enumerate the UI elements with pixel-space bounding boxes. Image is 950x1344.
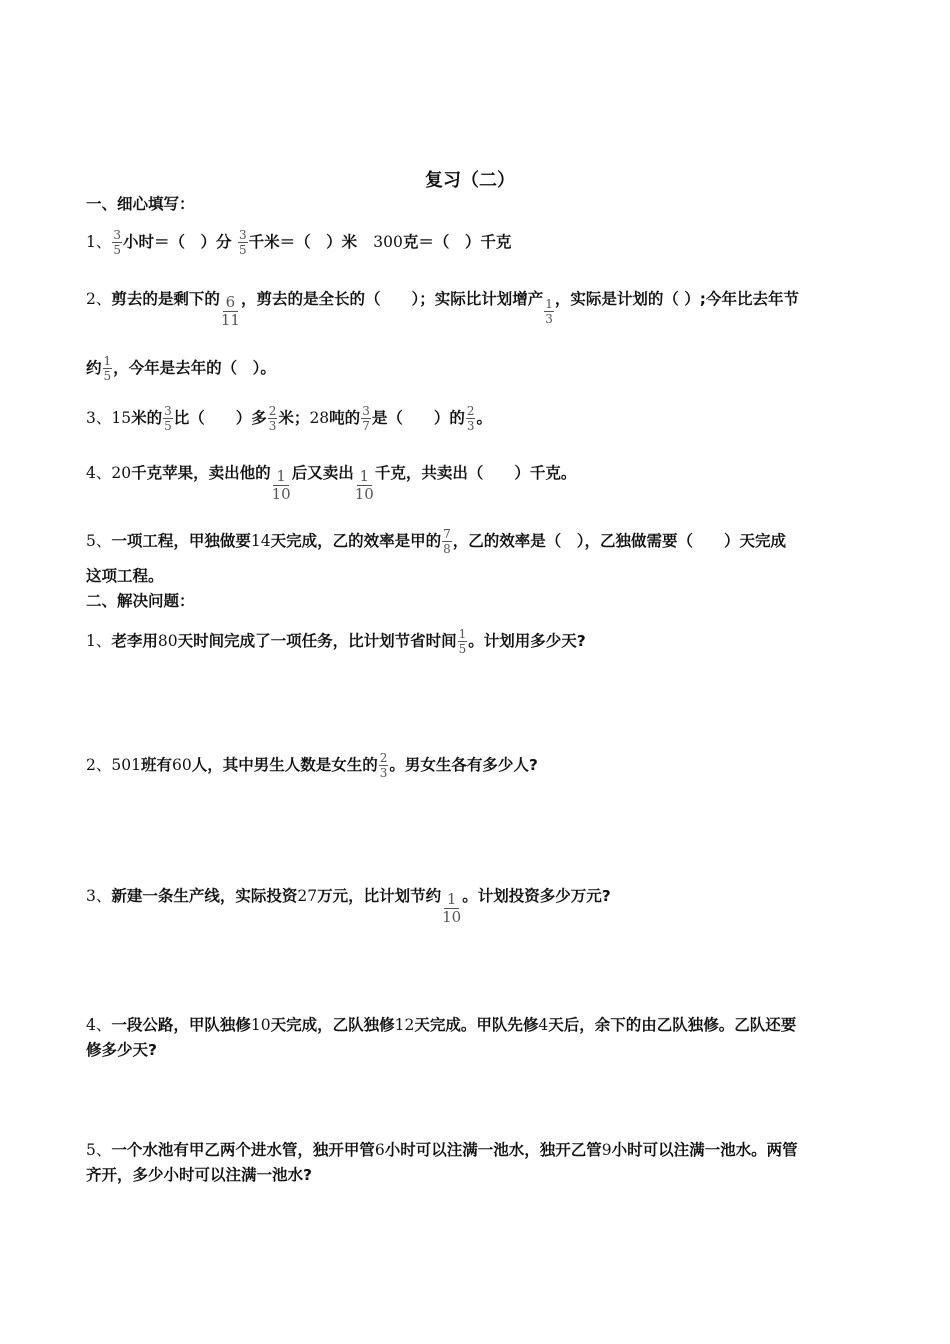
question-number: 1、	[86, 632, 112, 650]
question-text: 千米＝（ ）米	[248, 233, 358, 251]
problem-1	[86, 627, 586, 656]
question-text: 约	[86, 359, 102, 377]
number: 9	[601, 1141, 612, 1159]
problem-5	[86, 1140, 798, 1160]
question-text: 。计划投资多少万元?	[462, 887, 611, 905]
fraction: $\frac{3}{5}$	[113, 228, 122, 257]
question-text: 吨的	[329, 409, 361, 427]
number: 28	[309, 409, 330, 427]
question-text: 天完成，乙队独修	[270, 1016, 395, 1034]
number: 6	[374, 1141, 385, 1159]
question-text: 米的	[131, 409, 163, 427]
fraction: $\frac{7}{8}$	[443, 527, 451, 556]
problem-4-continued	[86, 1040, 157, 1060]
fraction: $\frac{2}{3}$	[268, 404, 277, 433]
question-text: 人，其中男生人数是女生的	[191, 756, 378, 774]
problem-4	[86, 1015, 796, 1035]
number: 501	[111, 756, 141, 774]
question-text: 比（ ）多	[173, 409, 267, 427]
question-text: ，剪去的是全长的（ ）；实际比计划增产	[240, 290, 544, 308]
question-text: 是（ ）的	[371, 409, 465, 427]
question-text: 小时可以注满一池水。两管	[611, 1141, 798, 1159]
question-5-continued	[86, 566, 164, 586]
question-text: 小时＝（ ）分	[123, 233, 232, 251]
question-text: 天完成，乙的效率是甲的	[270, 532, 442, 550]
question-text: 老李用	[111, 632, 158, 650]
question-text: 。	[476, 409, 492, 427]
question-number: 5、	[86, 1141, 112, 1159]
fraction: $\frac{1}{10}$	[354, 467, 374, 503]
question-text: 齐开，多少小时可以注满一池水?	[86, 1166, 312, 1184]
question-number: 3、	[86, 409, 112, 427]
fraction: $\frac{1}{10}$	[271, 467, 291, 503]
question-number: 4、	[86, 1016, 112, 1034]
question-2	[86, 282, 799, 329]
question-number: 4、	[86, 464, 112, 482]
problem-2	[86, 751, 538, 780]
question-text: 克＝（ ）千克	[402, 233, 512, 251]
number: 20	[111, 464, 132, 482]
question-text: 。计划用多少天?	[468, 632, 586, 650]
fraction: $\frac{1}{3}$	[545, 297, 553, 326]
question-text: 新建一条生产线，实际投资	[111, 887, 298, 905]
question-text: 千克苹果，卖出他的	[131, 464, 271, 482]
section-fill-in-heading: 一、细心填写：	[86, 195, 195, 213]
question-text: 后又卖出	[291, 464, 354, 482]
question-number: 3、	[86, 887, 112, 905]
fraction: $\frac{1}{10}$	[442, 890, 462, 926]
question-text: ，实际是计划的（ ）;今年比去年节	[554, 290, 799, 308]
fraction: $\frac{3}{5}$	[164, 404, 172, 433]
question-text: 小时可以注满一池水，独开乙管	[384, 1141, 602, 1159]
question-text: 米；	[278, 409, 310, 427]
question-text: 班有	[140, 756, 172, 774]
question-number: 1、	[86, 233, 112, 251]
problem-3	[86, 879, 611, 926]
question-text: 千克，共卖出（ ）千克。	[374, 464, 577, 482]
question-number: 5、	[86, 532, 112, 550]
question-text: 。男女生各有多少人?	[389, 756, 538, 774]
problem-5-continued	[86, 1165, 312, 1185]
question-text: 一个水池有甲乙两个进水管，独开甲管	[111, 1141, 375, 1159]
fraction: $\frac{6}{11}$	[220, 293, 240, 329]
fraction: $\frac{2}{3}$	[466, 404, 475, 433]
question-text: 一项工程，甲独做要	[111, 532, 251, 550]
question-3	[86, 404, 492, 433]
question-number: 2、	[86, 290, 112, 308]
fraction: $\frac{1}{5}$	[458, 627, 467, 656]
question-number: 2、	[86, 756, 112, 774]
question-text: ，今年是去年的（ ）。	[113, 359, 276, 377]
number: 4	[538, 1016, 549, 1034]
number: 60	[171, 756, 192, 774]
question-text: 天时间完成了一项任务，比计划节省时间	[177, 632, 457, 650]
question-5	[86, 527, 786, 556]
number: 12	[394, 1016, 415, 1034]
number: 27	[297, 887, 318, 905]
number: 14	[250, 532, 271, 550]
page-title: 复习（二）	[425, 170, 515, 191]
question-text: 这项工程。	[86, 567, 164, 585]
question-text: 一段公路，甲队独修	[111, 1016, 251, 1034]
question-2-continued	[86, 354, 276, 383]
question-text: 修多少天?	[86, 1041, 157, 1059]
fraction: $\frac{1}{5}$	[103, 354, 112, 383]
number: 10	[250, 1016, 271, 1034]
section-problems-heading: 二、解决问题：	[86, 592, 195, 610]
question-text: 剪去的是剩下的	[111, 290, 220, 308]
question-4	[86, 456, 577, 503]
question-text: ，乙的效率是（ ），乙独做需要（ ）天完成	[452, 532, 787, 550]
question-1	[86, 228, 511, 257]
number: 300	[373, 233, 403, 251]
question-text: 万元，比计划节约	[317, 887, 442, 905]
fraction: $\frac{3}{5}$	[238, 228, 247, 257]
fraction: $\frac{2}{3}$	[379, 751, 388, 780]
question-text: 天后，余下的由乙队独修。乙队还要	[548, 1016, 797, 1034]
number: 15	[111, 409, 132, 427]
fraction: $\frac{3}{7}$	[362, 404, 370, 433]
number: 80	[157, 632, 178, 650]
question-text: 天完成。甲队先修	[414, 1016, 539, 1034]
